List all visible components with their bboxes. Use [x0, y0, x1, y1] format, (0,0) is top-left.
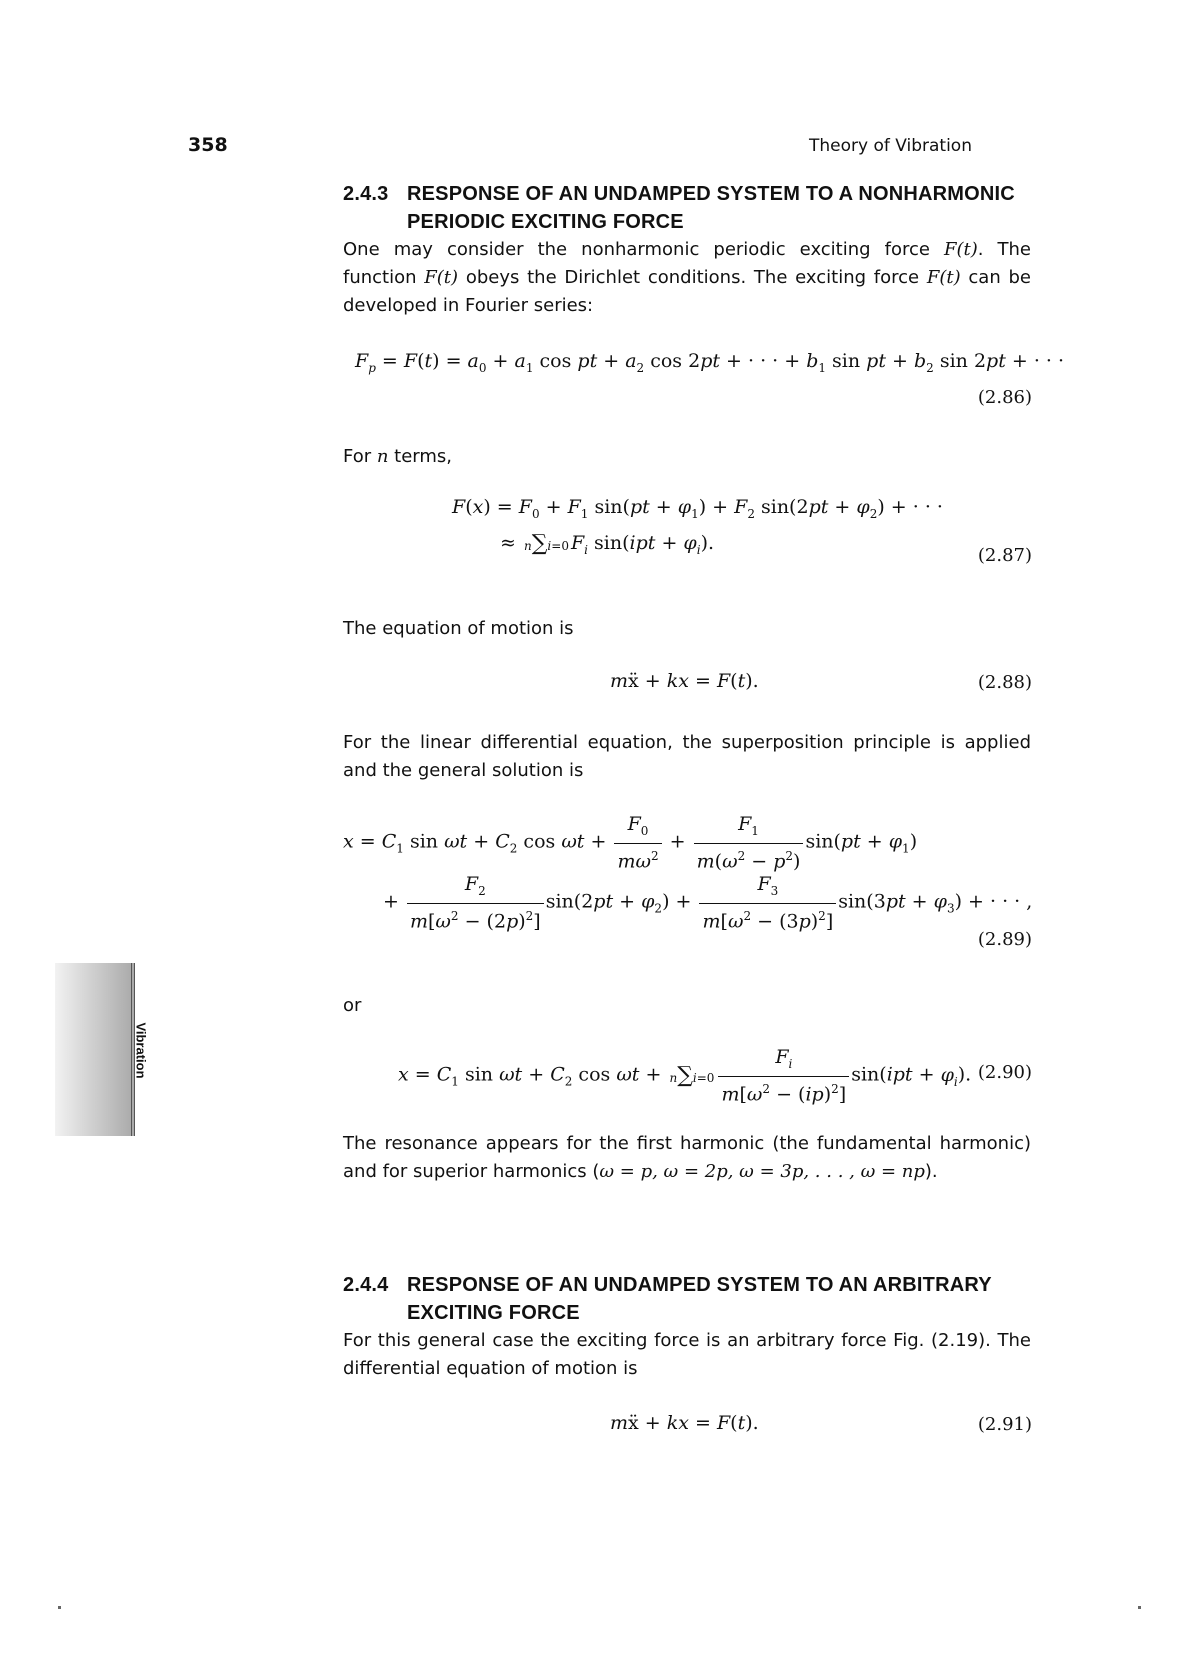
equation-2-89-line2: + $\frac{F_2}{m[\omega^2 - (2p)^2]}$ $\sin(2pt + \varphi_2)$ + $\frac{F_3}{m[\omega^2 - (3p)^2]}$ $\sin(3pt + \varphi_3)$ + · · · , — [383, 873, 1033, 933]
running-head: Theory of Vibration — [808, 136, 972, 156]
equation-number: (2.87) — [977, 545, 1032, 566]
equation-number: (2.88) — [977, 672, 1032, 693]
equation-number: (2.90) — [977, 1062, 1032, 1083]
equation-number: (2.86) — [977, 387, 1032, 408]
text-fragment: ). — [924, 1161, 938, 1182]
equation-2-88: mẍ + kx = F(t). — [610, 670, 759, 692]
equation-number: (2.91) — [977, 1414, 1032, 1435]
equation-2-86: $F_p = F(t) = a_0 + a_1$ cos pt + $a_2$ cos 2pt + · · · + $b_1$ sin pt + $b_2$ sin 2pt + · · · — [355, 350, 1065, 375]
equation-2-87-line2: ≈ n∑i=0 $F_i$ $\sin(ipt + \varphi_i)$. — [500, 531, 715, 557]
side-thumb-tab — [55, 963, 149, 1136]
math-Ft: F(t) — [926, 267, 961, 288]
section-title-line1: RESPONSE OF AN UNDAMPED SYSTEM TO AN ARBITRARY — [407, 1274, 992, 1296]
section-title-line2: EXCITING FORCE — [407, 1302, 580, 1324]
section-heading-2-4-3 — [343, 180, 1015, 236]
math-harmonics: ω = p, ω = 2p, ω = 3p, . . . , ω = np — [599, 1161, 925, 1182]
section-number: 2.4.3 — [343, 183, 389, 205]
paragraph-resonance — [343, 1130, 1031, 1186]
paragraph-equation-of-motion: The equation of motion is — [343, 618, 574, 639]
section-title-line1: RESPONSE OF AN UNDAMPED SYSTEM TO A NONHARMONIC — [407, 183, 1015, 205]
section-number: 2.4.4 — [343, 1274, 389, 1296]
paragraph-superposition: For the linear differential equation, the superposition principle is applied and the general solution is — [343, 732, 1031, 781]
text-fragment: One may consider the nonharmonic periodic exciting force — [343, 239, 944, 260]
text-fragment: obeys the Dirichlet conditions. The exciting force — [458, 267, 927, 288]
text-fragment: can be developed in Fourier series: — [343, 267, 1031, 316]
paragraph-arbitrary-force: For this general case the exciting force is an arbitrary force Fig. (2.19). The differential equation of motion is — [343, 1330, 1031, 1379]
math-Ft: F(t) — [943, 239, 978, 260]
side-tab-label: Vibration — [133, 1022, 149, 1079]
text-fragment: For — [343, 446, 377, 467]
math-Ft: F(t) — [424, 267, 459, 288]
equation-2-89-line1-render: $x = C_1$ $\sin \omega t + C_2$ cos ωt + $\frac{F_0}{m\omega^2}$ + $\frac{F_1}{m(\omega^2 - p^2)}$ $\sin(pt + \varphi_1)$ — [343, 813, 918, 873]
section-heading-2-4-4 — [343, 1271, 992, 1327]
equation-2-87-line1: $F(x) = F_0 + F_1$ $\sin(pt + \varphi_1) + F_2$ $\sin(2pt + \varphi_2)$ + · · · — [452, 496, 943, 521]
equation-2-90: $x = C_1$ $\sin \omega t + C_2$ cos ωt + n∑i=0 $\frac{F_i}{m[\omega^2 - (ip)^2]}$ $\sin(ipt + \varphi_i)$. — [398, 1046, 972, 1106]
text-fragment: terms, — [388, 446, 453, 467]
text-fragment: The resonance appears for the first harmonic (the fundamental harmonic) and for superior harmonics ( — [343, 1133, 1031, 1182]
section-title-line2: PERIODIC EXCITING FORCE — [407, 211, 684, 233]
tab-rule — [131, 963, 132, 1136]
page-number: 358 — [188, 134, 228, 156]
paragraph-n-terms — [343, 443, 1031, 471]
equation-number: (2.89) — [977, 929, 1032, 950]
equation-2-91: mẍ + kx = F(t). — [610, 1412, 759, 1434]
text-fragment: . The function — [343, 239, 1032, 288]
crop-mark — [58, 1606, 61, 1609]
paragraph-or: or — [343, 995, 362, 1016]
math-n: n — [376, 446, 389, 467]
paragraph-intro — [343, 236, 1031, 320]
crop-mark — [1138, 1606, 1141, 1609]
